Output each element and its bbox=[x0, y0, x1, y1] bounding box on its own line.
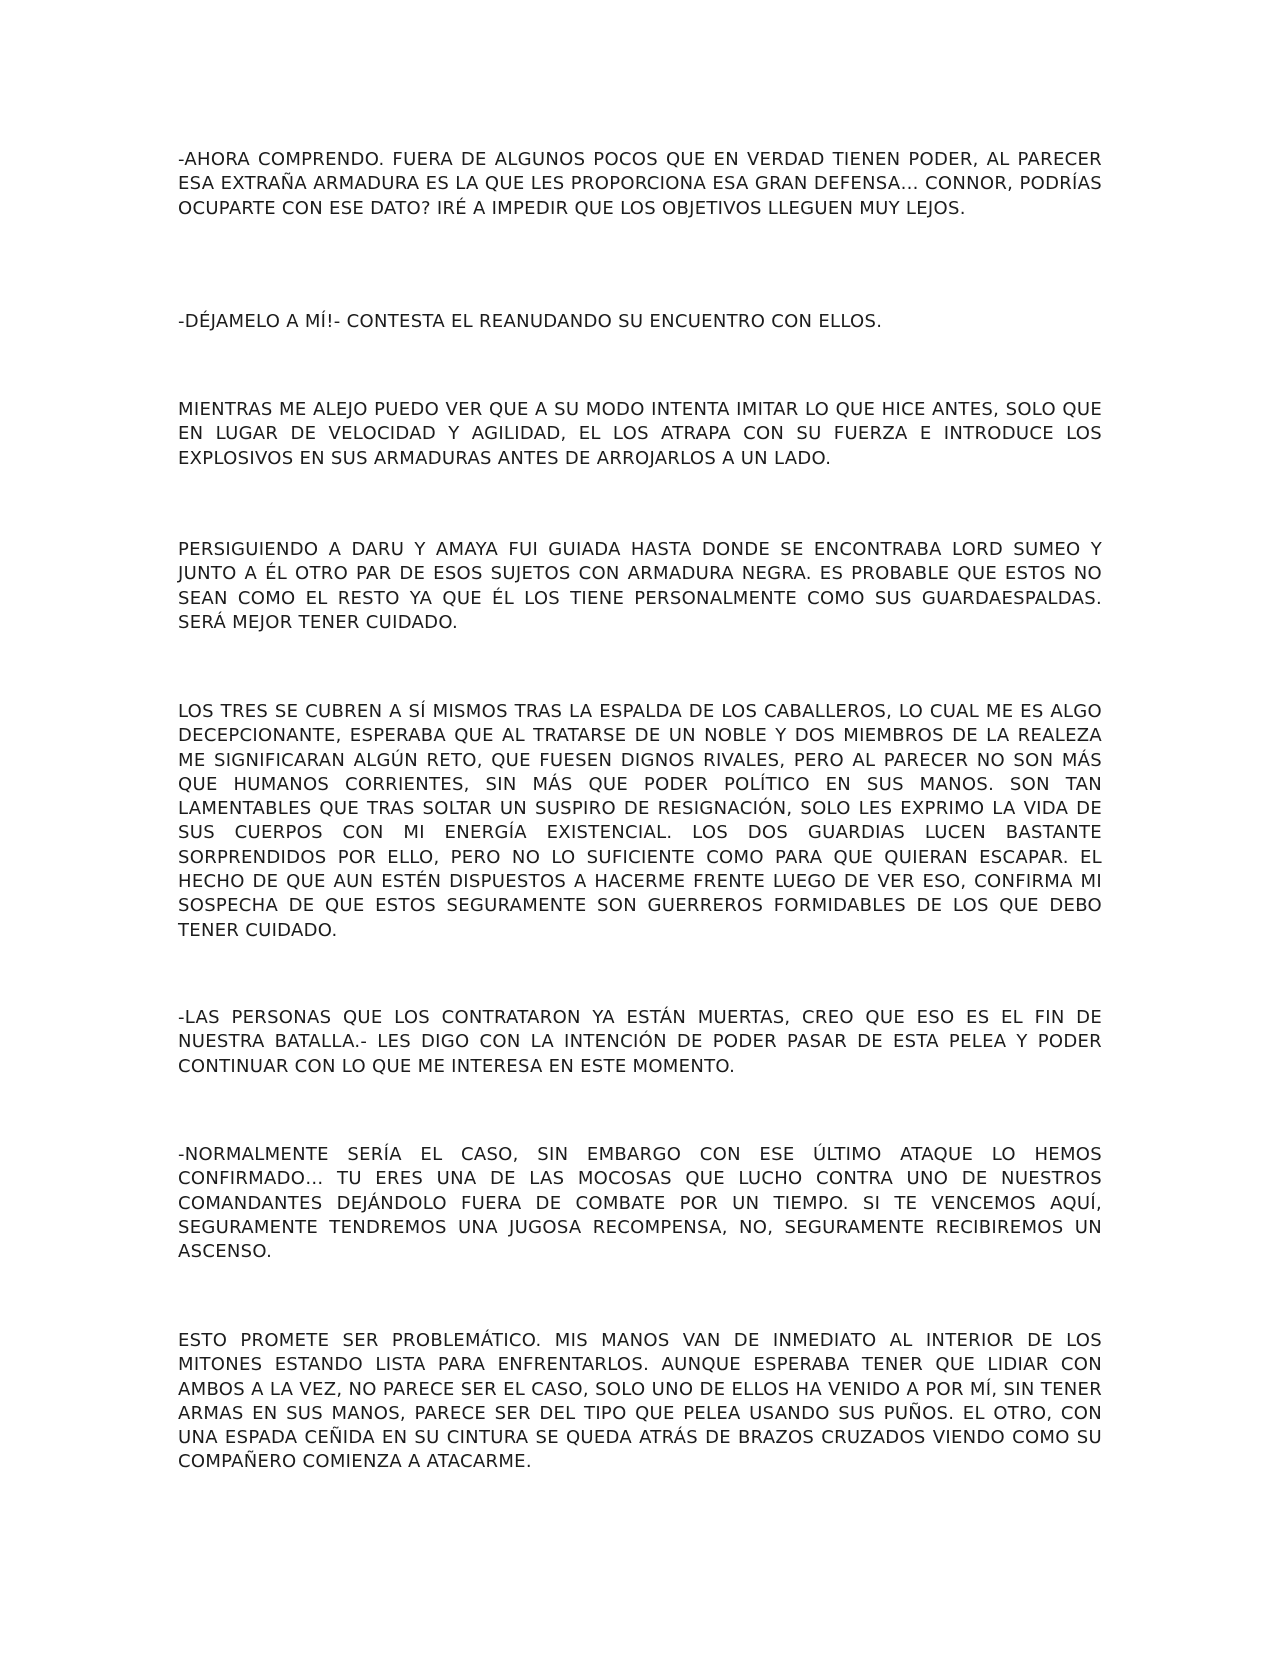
paragraph: -NORMALMENTE SERÍA EL CASO, SIN EMBARGO CON ESE ÚLTIMO ATAQUE LO HEMOS CONFIRMADO… TU ERES UNA DE LAS MOCOSAS QUE LUCHO CONTRA UNO DE NUESTROS COMANDANTES DEJÁNDOLO FUERA DE COMBATE POR UN TIEMPO. SI TE VENCEMOS AQUÍ, SEGURAMENTE TENDREMOS UNA JUGOSA RECOMPENSA, NO, SEGURAMENTE RECIBIREMOS UN ASCENSO. bbox=[178, 1144, 1102, 1263]
paragraph: -AHORA COMPRENDO. FUERA DE ALGUNOS POCOS QUE EN VERDAD TIENEN PODER, AL PARECER ESA EXTRAÑA ARMADURA ES LA QUE LES PROPORCIONA ESA GRAN DEFENSA… CONNOR, PODRÍAS OCUPARTE CON ESE DATO? IRÉ A IMPEDIR QUE LOS OBJETIVOS LLEGUEN MUY LEJOS. bbox=[178, 149, 1102, 219]
paragraph: ESTO PROMETE SER PROBLEMÁTICO. MIS MANOS VAN DE INMEDIATO AL INTERIOR DE LOS MITONES ESTANDO LISTA PARA ENFRENTARLOS. AUNQUE ESPERABA TENER QUE LIDIAR CON AMBOS A LA VEZ, NO PARECE SER EL CASO, SOLO UNO DE ELLOS HA VENIDO A POR MÍ, SIN TENER ARMAS EN SUS MANOS, PARECE SER DEL TIPO QUE PELEA USANDO SUS PUÑOS. EL OTRO, CON UNA ESPADA CEÑIDA EN SU CINTURA SE QUEDA ATRÁS DE BRAZOS CRUZADOS VIENDO COMO SU COMPAÑERO COMIENZA A ATACARME. bbox=[178, 1330, 1102, 1473]
paragraph: MIENTRAS ME ALEJO PUEDO VER QUE A SU MODO INTENTA IMITAR LO QUE HICE ANTES, SOLO QUE EN LUGAR DE VELOCIDAD Y AGILIDAD, EL LOS ATRAPA CON SU FUERZA E INTRODUCE LOS EXPLOSIVOS EN SUS ARMADURAS ANTES DE ARROJARLOS A UN LADO. bbox=[178, 399, 1102, 469]
paragraph: -LAS PERSONAS QUE LOS CONTRATARON YA ESTÁN MUERTAS, CREO QUE ESO ES EL FIN DE NUESTRA BATALLA.- LES DIGO CON LA INTENCIÓN DE PODER PASAR DE ESTA PELEA Y PODER CONTINUAR CON LO QUE ME INTERESA EN ESTE MOMENTO. bbox=[178, 1007, 1102, 1077]
paragraph: LOS TRES SE CUBREN A SÍ MISMOS TRAS LA ESPALDA DE LOS CABALLEROS, LO CUAL ME ES ALGO DECEPCIONANTE, ESPERABA QUE AL TRATARSE DE UN NOBLE Y DOS MIEMBROS DE LA REALEZA ME SIGNIFICARAN ALGÚN RETO, QUE FUESEN DIGNOS RIVALES, PERO AL PARECER NO SON MÁS QUE HUMANOS CORRIENTES, SIN MÁS QUE PODER POLÍTICO EN SUS MANOS. SON TAN LAMENTABLES QUE TRAS SOLTAR UN SUSPIRO DE RESIGNACIÓN, SOLO LES EXPRIMO LA VIDA DE SUS CUERPOS CON MI ENERGÍA EXISTENCIAL. LOS DOS GUARDIAS LUCEN BASTANTE SORPRENDIDOS POR ELLO, PERO NO LO SUFICIENTE COMO PARA QUE QUIERAN ESCAPAR. EL HECHO DE QUE AUN ESTÉN DISPUESTOS A HACERME FRENTE LUEGO DE VER ESO, CONFIRMA MI SOSPECHA DE QUE ESTOS SEGURAMENTE SON GUERREROS FORMIDABLES DE LOS QUE DEBO TENER CUIDADO. bbox=[178, 701, 1102, 941]
paragraph: -DÉJAMELO A MÍ!- CONTESTA EL REANUDANDO SU ENCUENTRO CON ELLOS. bbox=[178, 311, 883, 332]
paragraph: PERSIGUIENDO A DARU Y AMAYA FUI GUIADA HASTA DONDE SE ENCONTRABA LORD SUMEO Y JUNTO A ÉL OTRO PAR DE ESOS SUJETOS CON ARMADURA NEGRA. ES PROBABLE QUE ESTOS NO SEAN COMO EL RESTO YA QUE ÉL LOS TIENE PERSONALMENTE COMO SUS GUARDAESPALDAS. SERÁ MEJOR TENER CUIDADO. bbox=[178, 539, 1102, 633]
